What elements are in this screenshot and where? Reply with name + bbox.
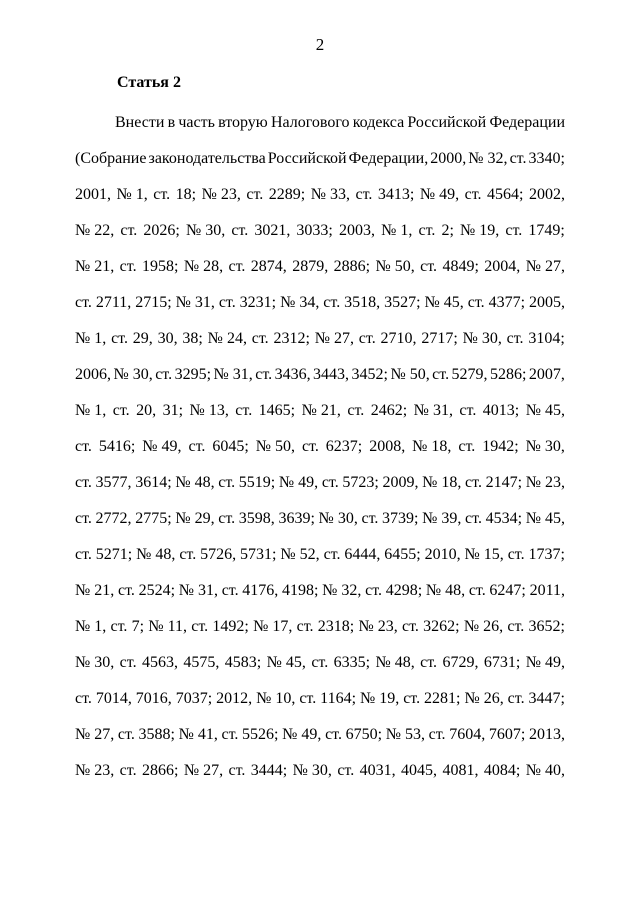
text-word: 2147;: [485, 474, 523, 491]
text-word: ст.: [191, 618, 209, 635]
text-word: часть: [178, 114, 215, 131]
text-word: 2289;: [268, 186, 306, 203]
text-word: ст.: [509, 150, 527, 167]
text-word: 6750;: [345, 726, 383, 743]
text-word: 5271;: [95, 546, 133, 563]
text-word: 3444;: [250, 762, 288, 779]
text-word: 4013;: [482, 402, 520, 419]
text-word: № 27,: [75, 726, 115, 743]
text-word: 3295;: [174, 366, 212, 383]
text-word: ст.: [402, 618, 419, 635]
text-word: 3739;: [382, 510, 419, 527]
text-line: [75, 393, 565, 429]
text-word: ст.: [75, 690, 92, 707]
text-word: 3436,: [274, 366, 311, 383]
text-line: [75, 717, 565, 753]
text-word: 4575,: [183, 654, 220, 671]
text-word: 7014,: [95, 690, 132, 707]
text-word: № 23,: [358, 618, 398, 635]
text-word: 5731;: [240, 546, 277, 563]
text-word: ст.: [255, 366, 273, 383]
text-word: ст.: [75, 438, 92, 455]
text-line: [75, 681, 565, 717]
text-word: 6731;: [483, 654, 521, 671]
text-word: 7;: [131, 618, 145, 635]
text-word: № 17,: [253, 618, 293, 635]
text-word: № 26,: [464, 690, 504, 707]
article-heading: Статья 2: [117, 74, 181, 91]
text-word: 6045;: [212, 438, 249, 455]
text-line: [75, 285, 565, 321]
text-word: № 26,: [463, 618, 504, 635]
text-word: 3639;: [278, 510, 315, 527]
text-word: 2012,: [216, 690, 253, 707]
text-word: ст.: [403, 690, 421, 707]
text-word: № 45,: [424, 294, 464, 311]
text-word: ст.: [218, 294, 236, 311]
text-word: 1492;: [212, 618, 249, 635]
text-word: 6247;: [489, 582, 526, 599]
text-word: ст.: [507, 546, 525, 563]
text-word: ст.: [119, 654, 137, 671]
text-word: 4081,: [442, 762, 479, 779]
text-word: № 50,: [255, 438, 295, 455]
text-word: ст.: [506, 330, 524, 347]
text-word: 4045,: [401, 762, 438, 779]
text-word: 4377;: [488, 294, 526, 311]
text-word: ст.: [507, 618, 525, 635]
text-word: ст.: [323, 546, 341, 563]
text-word: № 49,: [419, 186, 460, 203]
text-word: № 1,: [75, 330, 107, 347]
text-word: 18;: [175, 186, 197, 203]
text-word: № 27,: [525, 258, 565, 275]
text-word: 2026;: [143, 222, 180, 239]
text-word: 6729,: [442, 654, 479, 671]
text-word: № 39,: [422, 510, 462, 527]
text-word: 2312;: [273, 330, 310, 347]
text-word: 7604,: [449, 726, 486, 743]
text-word: № 34,: [280, 294, 320, 311]
text-word: ст.: [251, 330, 269, 347]
text-word: № 30,: [185, 222, 226, 239]
text-word: ст.: [75, 474, 92, 491]
text-word: 2524;: [138, 582, 176, 599]
text-word: № 33,: [310, 186, 350, 203]
text-word: 3413;: [377, 186, 415, 203]
text-word: 2003,: [338, 222, 375, 239]
text-word: № 1,: [75, 402, 107, 419]
text-word: № 27,: [183, 762, 224, 779]
text-word: 5286;: [490, 366, 527, 383]
text-word: ст.: [337, 762, 355, 779]
text-word: 2866;: [141, 762, 179, 779]
text-line: [75, 645, 565, 681]
text-word: № 31,: [178, 582, 218, 599]
text-word: ст.: [228, 258, 246, 275]
text-word: 4583;: [224, 654, 262, 671]
text-word: 4563,: [141, 654, 178, 671]
text-word: 3588;: [138, 726, 175, 743]
text-word: № 1,: [381, 222, 413, 239]
text-word: № 1,: [116, 186, 148, 203]
text-word: 1164;: [320, 690, 357, 707]
text-word: № 19,: [359, 690, 400, 707]
text-word: № 31,: [213, 366, 253, 383]
text-word: ст.: [179, 546, 197, 563]
text-word: ст.: [75, 546, 92, 563]
text-word: Налогового: [270, 114, 350, 131]
text-word: 3452;: [351, 366, 388, 383]
text-word: 2005,: [528, 294, 565, 311]
text-word: ст.: [459, 402, 477, 419]
text-word: ст.: [75, 294, 92, 311]
text-line: [75, 501, 565, 537]
text-word: законодательства: [148, 150, 266, 167]
text-word: ст.: [231, 222, 249, 239]
text-word: № 19,: [460, 222, 500, 239]
text-word: ст.: [365, 582, 382, 599]
text-word: № 29,: [175, 510, 215, 527]
text-word: № 18,: [412, 438, 452, 455]
text-word: Федерации: [489, 114, 565, 131]
text-line: [75, 465, 565, 501]
text-word: 3443,: [313, 366, 350, 383]
text-word: 2006,: [75, 366, 111, 383]
text-word: № 30,: [75, 654, 115, 671]
text-word: № 30,: [318, 510, 358, 527]
text-word: (Собрание: [75, 150, 147, 167]
text-line: [75, 609, 565, 645]
text-word: ст.: [296, 618, 314, 635]
text-word: 7037;: [175, 690, 213, 707]
text-word: ст.: [218, 510, 236, 527]
article-body: [75, 105, 565, 789]
text-word: № 45,: [525, 510, 565, 527]
text-word: 1749;: [528, 222, 565, 239]
text-word: 2009,: [382, 474, 419, 491]
text-line: [75, 105, 565, 141]
text-word: Российской: [407, 114, 487, 131]
text-word: № 41,: [178, 726, 218, 743]
text-word: № 30,: [525, 438, 565, 455]
text-word: № 49,: [142, 438, 182, 455]
text-word: ст.: [117, 726, 135, 743]
text-word: 2886;: [333, 258, 371, 275]
text-word: № 15,: [464, 546, 504, 563]
text-word: 2715;: [135, 294, 172, 311]
text-word: 2010,: [424, 546, 461, 563]
text-word: № 21,: [75, 582, 115, 599]
text-word: 3021,: [254, 222, 291, 239]
text-word: 2717;: [421, 330, 458, 347]
text-word: 2;: [441, 222, 454, 239]
text-line: [75, 177, 565, 213]
text-word: кодекса: [352, 114, 405, 131]
text-word: ст.: [119, 762, 137, 779]
text-word: № 48,: [375, 654, 415, 671]
text-word: № 32,: [322, 582, 362, 599]
text-line: [75, 141, 565, 177]
text-word: 2013,: [528, 726, 565, 743]
text-word: ст.: [465, 510, 482, 527]
text-word: 4084;: [483, 762, 521, 779]
text-word: ст.: [507, 690, 525, 707]
text-word: 6335;: [333, 654, 371, 671]
text-word: ст.: [218, 474, 236, 491]
text-word: Российской: [267, 150, 347, 167]
text-word: 4849;: [442, 258, 479, 275]
text-word: № 49,: [525, 654, 565, 671]
text-word: № 48,: [136, 546, 176, 563]
text-word: 2000,: [430, 150, 467, 167]
text-word: № 18,: [422, 474, 462, 491]
text-word: ст.: [155, 366, 173, 383]
text-word: 3033;: [296, 222, 333, 239]
text-line: [75, 573, 565, 609]
text-word: 3104;: [528, 330, 565, 347]
text-word: ст.: [117, 582, 135, 599]
text-word: ст.: [110, 618, 128, 635]
text-word: 3340;: [528, 150, 565, 167]
text-word: 4031,: [359, 762, 396, 779]
text-word: ст.: [428, 726, 446, 743]
text-word: ст.: [246, 186, 264, 203]
text-word: № 21,: [301, 402, 341, 419]
text-word: 4298;: [385, 582, 423, 599]
text-word: 4198;: [281, 582, 319, 599]
text-word: 2001,: [75, 186, 111, 203]
text-word: 3577,: [95, 474, 132, 491]
text-word: ст.: [464, 186, 482, 203]
text-word: № 30,: [113, 366, 153, 383]
text-word: № 23,: [75, 762, 115, 779]
text-word: № 13,: [189, 402, 229, 419]
text-word: № 1,: [75, 618, 107, 635]
text-word: 6455;: [384, 546, 421, 563]
text-word: 6444,: [344, 546, 381, 563]
text-word: 29,: [132, 330, 153, 347]
text-word: ст.: [420, 258, 438, 275]
text-line: [75, 321, 565, 357]
text-word: ст.: [301, 438, 319, 455]
text-word: 5519;: [238, 474, 276, 491]
text-word: 5726,: [200, 546, 237, 563]
text-word: вторую: [218, 114, 268, 131]
text-word: Федерации,: [348, 150, 429, 167]
text-word: ст.: [188, 438, 206, 455]
text-line: [75, 357, 565, 393]
text-word: ст.: [323, 294, 341, 311]
text-word: 2874,: [250, 258, 287, 275]
text-word: ст.: [358, 330, 376, 347]
text-word: 7016,: [135, 690, 172, 707]
text-word: 2772,: [95, 510, 132, 527]
text-word: ст.: [347, 402, 365, 419]
text-word: ст.: [311, 654, 329, 671]
text-word: 4564;: [486, 186, 524, 203]
text-word: № 50,: [390, 366, 430, 383]
text-word: 1958;: [141, 258, 179, 275]
text-word: 2879,: [292, 258, 329, 275]
text-word: № 23,: [201, 186, 241, 203]
text-word: 1737;: [528, 546, 565, 563]
text-word: 3447;: [528, 690, 565, 707]
text-word: 3598,: [238, 510, 275, 527]
text-word: в: [167, 114, 176, 131]
text-word: № 22,: [75, 222, 115, 239]
text-word: 5526;: [242, 726, 279, 743]
text-word: 2710,: [380, 330, 417, 347]
text-line: [75, 537, 565, 573]
text-word: ст.: [467, 294, 485, 311]
page-number: 2: [315, 35, 325, 54]
text-word: № 11,: [148, 618, 188, 635]
text-word: 38;: [182, 330, 203, 347]
text-word: 2318;: [317, 618, 355, 635]
text-word: ст.: [119, 258, 137, 275]
text-word: 20,: [136, 402, 157, 419]
text-word: 2004,: [484, 258, 521, 275]
text-word: ст.: [228, 762, 246, 779]
text-word: ст.: [235, 402, 253, 419]
text-word: ст.: [468, 582, 486, 599]
text-word: 3527;: [384, 294, 421, 311]
text-word: 2007,: [528, 366, 565, 383]
text-word: 2002,: [528, 186, 565, 203]
text-word: 2775;: [135, 510, 172, 527]
text-word: ст.: [505, 222, 523, 239]
text-word: № 27,: [314, 330, 354, 347]
text-word: ст.: [299, 690, 317, 707]
text-word: 3652;: [528, 618, 565, 635]
text-word: ст.: [432, 366, 450, 383]
text-word: ст.: [153, 186, 171, 203]
text-word: № 48,: [425, 582, 466, 599]
text-word: 2011,: [529, 582, 565, 599]
text-word: № 21,: [75, 258, 115, 275]
text-line: [75, 213, 565, 249]
text-word: № 32,: [468, 150, 508, 167]
text-line: [75, 753, 565, 789]
text-line: [75, 429, 565, 465]
text-word: 4534;: [485, 510, 523, 527]
text-word: ст.: [418, 222, 436, 239]
text-word: 5279,: [451, 366, 488, 383]
text-word: ст.: [221, 582, 239, 599]
text-word: 2008,: [369, 438, 406, 455]
text-word: 7607;: [488, 726, 526, 743]
text-word: № 48,: [175, 474, 215, 491]
text-word: 1942;: [482, 438, 519, 455]
text-word: № 45,: [525, 402, 565, 419]
text-word: ст.: [112, 402, 130, 419]
text-word: ст.: [221, 726, 239, 743]
text-word: № 49,: [278, 474, 319, 491]
text-word: № 49,: [282, 726, 322, 743]
text-word: ст.: [420, 654, 438, 671]
text-word: 30,: [157, 330, 178, 347]
text-word: 3518,: [344, 294, 381, 311]
text-word: Внести: [115, 114, 165, 131]
text-word: 1465;: [258, 402, 296, 419]
text-word: ст.: [458, 438, 476, 455]
text-word: № 52,: [280, 546, 320, 563]
text-word: 2462;: [370, 402, 408, 419]
text-word: 5723;: [342, 474, 379, 491]
text-word: № 30,: [462, 330, 502, 347]
text-word: № 50,: [375, 258, 415, 275]
text-word: № 10,: [256, 690, 296, 707]
text-word: ст.: [325, 726, 342, 743]
text-word: 4176,: [242, 582, 279, 599]
text-word: 3231;: [239, 294, 277, 311]
text-word: № 24,: [207, 330, 247, 347]
text-word: ст.: [111, 330, 128, 347]
text-word: № 30,: [292, 762, 332, 779]
text-word: ст.: [321, 474, 339, 491]
text-word: № 53,: [385, 726, 425, 743]
text-word: 2711,: [95, 294, 132, 311]
text-word: 2281;: [424, 690, 461, 707]
text-word: ст.: [361, 510, 379, 527]
text-word: ст.: [120, 222, 138, 239]
text-word: 3262;: [423, 618, 460, 635]
text-word: № 23,: [525, 474, 565, 491]
text-word: 5416;: [98, 438, 136, 455]
text-word: № 28,: [183, 258, 224, 275]
text-word: ст.: [75, 510, 92, 527]
text-word: ст.: [355, 186, 373, 203]
text-line: [75, 249, 565, 285]
text-word: № 40,: [525, 762, 565, 779]
text-word: № 31,: [175, 294, 215, 311]
text-word: № 31,: [413, 402, 453, 419]
text-word: 3614;: [135, 474, 172, 491]
text-word: № 45,: [266, 654, 306, 671]
text-word: 31;: [162, 402, 184, 419]
text-word: 6237;: [325, 438, 363, 455]
text-word: ст.: [465, 474, 482, 491]
